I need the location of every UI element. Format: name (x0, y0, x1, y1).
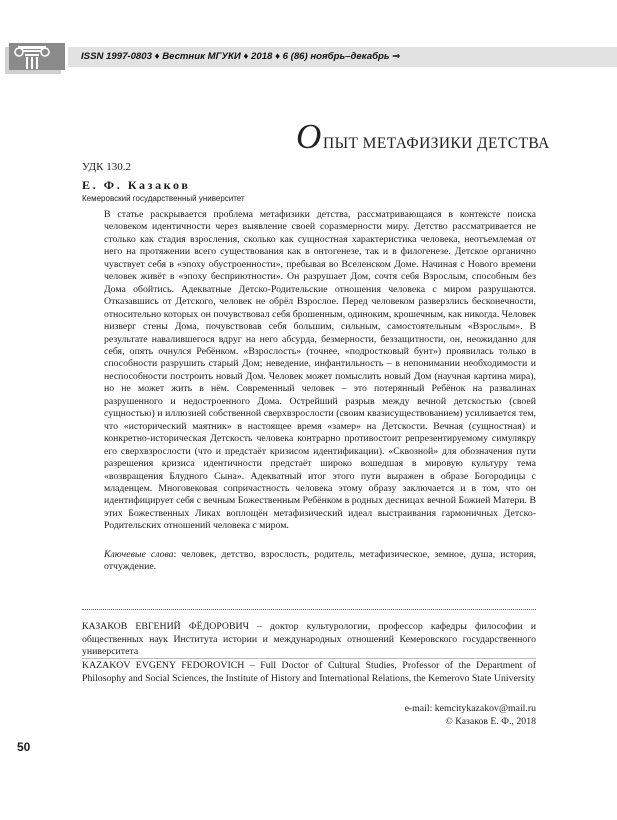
section-divider (82, 609, 536, 610)
author-affiliation: Кемеровский государственный университет (82, 194, 245, 203)
udk-code: УДК 130.2 (82, 161, 132, 173)
keywords (104, 549, 536, 574)
keywords-text: : человек, детство, взрослость, родитель, метафизическое, земное, душа, история, отчуждение. (104, 549, 536, 573)
author-info-ru: КАЗАКОВ ЕВГЕНИЙ ФЁДОРОВИЧ – доктор культурологии, профессор кафедры философии и общественных наук Института истории и международных отношений Кемеровского государственного университета (82, 621, 536, 658)
journal-year: 2018 (251, 51, 273, 62)
title-initial: О (296, 117, 322, 156)
arrow-right-icon: ⇒ (392, 51, 401, 62)
copyright: © Казаков Е. Ф., 2018 (445, 716, 536, 727)
journal-header-line (81, 47, 400, 67)
author-info-en: KAZAKOV EVGENY FEDOROVICH – Full Doctor of Cultural Studies, Professor of the Department of Philosophy and Social Sciences, the Institute of History and International Relations, the Kemerovo State University (82, 660, 536, 684)
header-bullet: ♦ (275, 51, 280, 62)
article-title: ПЫТ МЕТАФИЗИКИ ДЕТСТВА (323, 135, 550, 152)
issn: ISSN 1997-0803 (81, 51, 152, 62)
page-number: 50 (17, 740, 31, 754)
author-info-divider (82, 658, 536, 659)
keywords-label: Ключевые слова (104, 549, 174, 560)
journal-issue: 6 (86) ноябрь–декабрь (282, 51, 390, 62)
author-email[interactable]: e-mail: kemcitykazakov@mail.ru (404, 703, 536, 714)
journal-header (0, 36, 617, 76)
journal-name: Вестник МГУКИ (162, 51, 241, 62)
author-name: Е. Ф. Казаков (82, 178, 191, 192)
abstract: В статье раскрывается проблема метафизики детства, рассматривающаяся в контексте поиска человеком идентичности через выявление своей соразмерности миру. Детство рассматривается не столько как стадия взросления, сколько как сущностная характеристика человека, неотъемлемая от него на протяжении всего существования как в онтогенезе, так и в филогенезе. Детское органично чувствует себя в «эпоху обустроенности», пребывая во Вселенском Доме. Начиная с Нового времени человек живёт в «эпоху бесприютности». Он разрушает Дом, сочтя себя Взрослым, способным без Дома обойтись. Адекватные Детско-Родительские отношения человека с миром разрушаются. Отказавшись от Детского, человек не обрёл Взрослое. Перед человеком разверзлись бесконечности, относительно которых он почувствовал себя брошенным, одиноким, крошечным, как никогда. Человек низверг стены Дома, почувствовав себя большим, сильным, самостоятельным «Взрослым». В результате навалившегося вдруг на него абсурда, безмерности, беззащитности, он, неожиданно для себя, опять очнулся Ребёнком. «Взрослость» (точнее, «подростковый бунт») проявилась только в способности разрушить старый Дом; неведение, инфантильность – в непонимании необходимости и неспособности построить новый Дом. Человек может помыслить новый Дом (научная картина мира), но не может жить в нём. Современный человек – это потерянный Ребёнок на развалинах разрушенного и недостроенного Дома. Острейший разрыв между вечной детскостью (своей сущностью) и иллюзией собственной сверхвзрослости (своим квазисуществованием) усиливается тем, что «исторический маятник» в настоящее время «замер» на Детскости. Вечная (сущностная) и конкретно-историческая Детскость человека контрарно противостоит репрезентируемому симулякру его сверхвзрослости (что и предстаёт кризисом идентификации). «Сквозной» для обозначения пути разрешения кризиса идентичности предстаёт широко вошедшая в мировую культуру тема «возвращения Блудного Сына». Адекватный итог этого пути выражен в образе Богородицы с младенцем. Многовековая сопричастность человека этому образу заключается и в том, что он идентифицирует себя с вечным Божественным Ребёнком в родных десницах вечной Божией Матери. В этих Божественных Ликах воплощён метафизический идеал выстраивания гармоничных Детско-Родительских отношений человека с миром. (104, 209, 536, 532)
header-bullet: ♦ (243, 51, 249, 62)
column-capital-icon (5, 40, 65, 74)
header-bullet: ♦ (154, 51, 160, 62)
